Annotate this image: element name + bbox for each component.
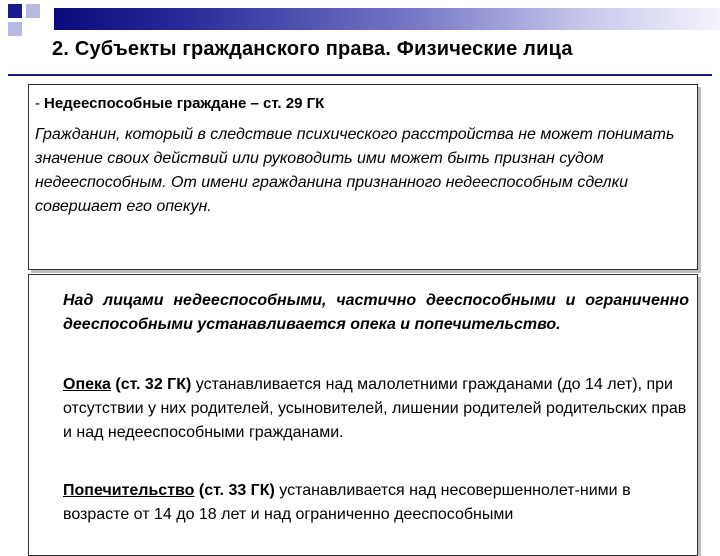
bullet-dash: -: [35, 95, 40, 112]
incapacity-box: [28, 84, 698, 270]
gradient-stripe: [54, 8, 720, 30]
trusteeship-text: устанавливается над несовершеннолет-ними в возрасте от 14 до 18 лет и над ограниченно дееспособными: [63, 482, 631, 523]
incapacity-definition: Гражданин, который в следствие психического расстройства не может понимать значение своих действий или руководить ими может быть признан судом недееспособным. От имени гражданина признанного недееспособным сделки совершает его опекун.: [35, 126, 675, 215]
guardianship-text: устанавливается над малолетними гражданами (до 14 лет), при отсутствии у них родителей, усыновителей, лишении родителей родительских прав и над недееспособными гражданами.: [63, 376, 687, 441]
decor-square: [8, 4, 22, 18]
incapacity-heading-text: Недееспособные граждане – ст. 29 ГК: [44, 95, 325, 112]
decorative-header-band: [0, 0, 720, 32]
trusteeship-paragraph: [63, 479, 689, 527]
title-divider: [8, 74, 712, 76]
guardianship-lead: Над лицами недееспособными, частично дееспособными и ограниченно дееспособными устанавливается опека и попечительство.: [63, 292, 689, 333]
decor-square: [26, 22, 40, 36]
slide-title: 2. Субъекты гражданского права. Физические лица: [52, 38, 573, 60]
guardianship-term: Опека: [63, 376, 111, 393]
trusteeship-ref: (ст. 33 ГК): [198, 482, 275, 499]
guardianship-paragraph: [63, 373, 689, 445]
incapacity-heading: [35, 95, 324, 112]
decor-square: [8, 22, 22, 36]
decor-square: [26, 4, 40, 18]
trusteeship-term: Попечительство: [63, 482, 195, 499]
guardianship-box: [28, 274, 698, 556]
guardianship-ref: (ст. 32 ГК): [115, 376, 192, 393]
